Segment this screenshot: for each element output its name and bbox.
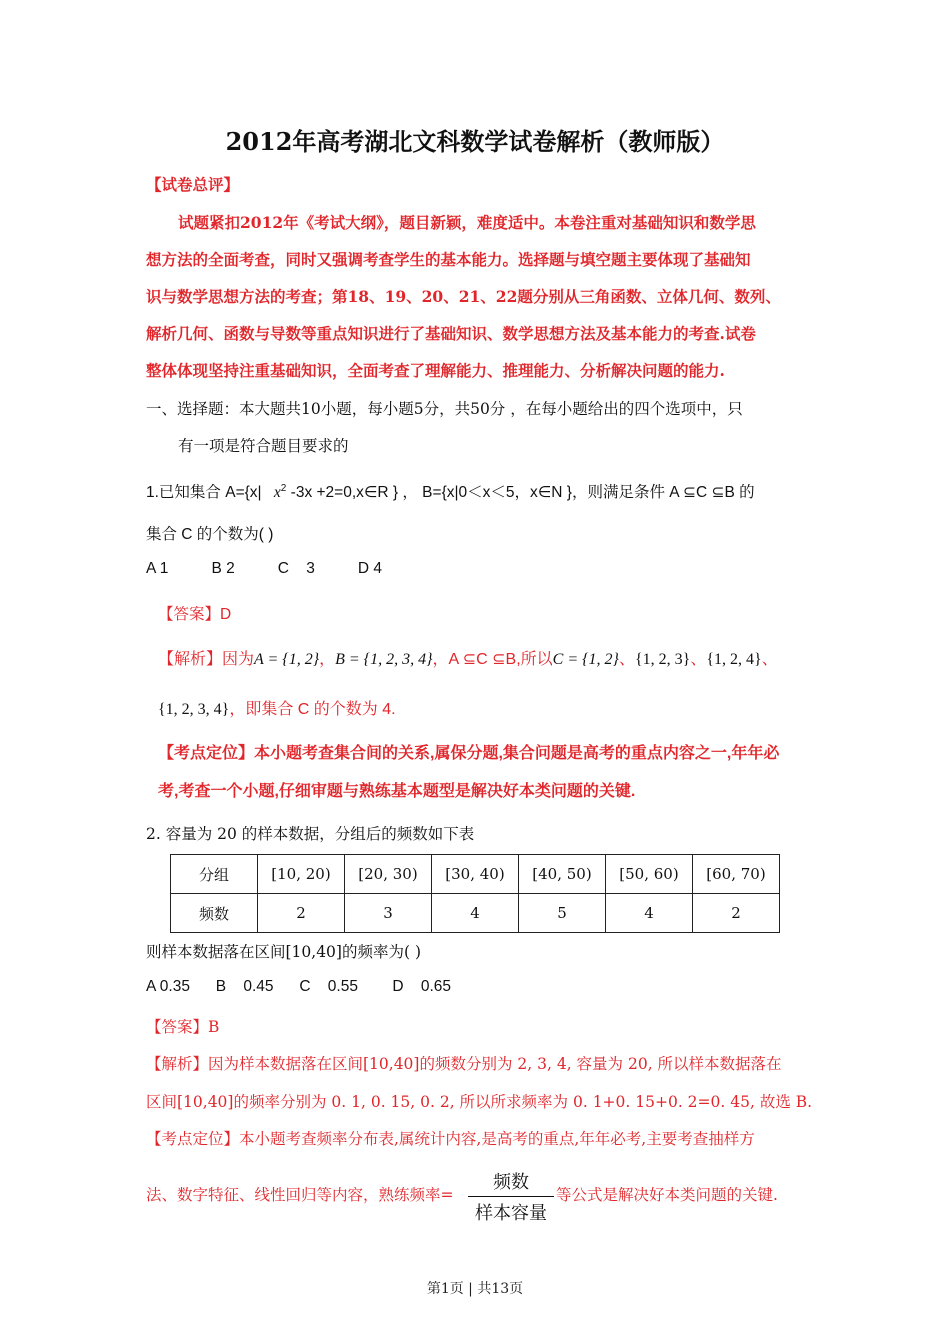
q2-options: A 0.35 B 0.45 C 0.55 D 0.65	[146, 978, 451, 995]
table-cell: 3	[345, 894, 432, 933]
q1-answer: 【答案】D	[158, 606, 232, 623]
q1-stem-x: x	[273, 484, 281, 501]
q2-analysis-line-1: 【解析】因为样本数据落在区间[10,40]的频数分别为 2, 3, 4, 容量为 20, 所以样本数据落在	[146, 1055, 782, 1073]
table-cell: [50, 60)	[606, 855, 693, 894]
review-heading: 【试卷总评】	[146, 175, 240, 194]
q1-stem-a: 1.已知集合 A={x|	[146, 484, 262, 501]
table-cell: 分组	[171, 855, 258, 894]
q1-analysis-c: ，即集合 C 的个数为 4.	[229, 701, 396, 718]
review-line-3: 识与数学思想方法的考查；第18、19、20、21、22题分别从三角函数、立体几何、数列、	[146, 287, 781, 306]
review-line-2: 想方法的全面考查，同时又强调考查学生的基本能力。选择题与填空题主要体现了基础知	[146, 250, 751, 269]
fraction-denominator: 样本容量	[475, 1203, 547, 1224]
q2-analysis-line-2: 区间[10,40]的频率分别为 0. 1, 0. 15, 0. 2, 所以所求频率为 0. 1+0. 15+0. 2=0. 45, 故选 B.	[146, 1093, 813, 1111]
q1-set-b: B = {1, 2, 3, 4}	[335, 651, 433, 668]
table-cell: 2	[258, 894, 345, 933]
q1-set-a: A = {1, 2}	[254, 651, 320, 668]
q1-stem-sup: 2	[280, 482, 287, 494]
q2-point-line-2b: 等公式是解决好本类问题的关键.	[556, 1186, 778, 1204]
q1-stem-b: -3x +2=0,x∈R } ， B={x|0＜x＜5，x∈N }，则满足条件 A ⊆C ⊆B 的	[290, 484, 755, 501]
table-row	[171, 894, 780, 933]
q1-stem-line-1	[146, 480, 755, 502]
frequency-fraction	[468, 1168, 554, 1225]
page-title: 2012年高考湖北文科数学试卷解析（教师版）	[225, 127, 725, 156]
fraction-numerator: 频数	[468, 1168, 554, 1197]
q1-point-line-2: 考,考查一个小题,仔细审题与熟练基本题型是解决好本类问题的关键.	[158, 783, 636, 800]
section-intro-line-2: 有一项是符合题目要求的	[178, 437, 349, 455]
q1-set-c2: {1, 2, 3}	[634, 651, 691, 668]
q2-stem: 2. 容量为 20 的样本数据，分组后的频数如下表	[146, 825, 475, 843]
table-cell: [40, 50)	[519, 855, 606, 894]
q1-point-line-1: 【考点定位】本小题考查集合间的关系,属保分题,集合问题是高考的重点内容之一,年年必	[158, 745, 780, 762]
table-cell: 频数	[171, 894, 258, 933]
q1-analysis-line-1: 【解析】因为A = {1, 2}，B = {1, 2, 3, 4}，A ⊆C ⊆B,所以C = {1, 2}、{1, 2, 3}、{1, 2, 4}、	[158, 651, 778, 668]
q2-point-line-2a: 法、数字特征、线性回归等内容，熟练频率=	[146, 1186, 454, 1204]
q1-analysis-line-2	[158, 696, 396, 719]
table-cell: [30, 40)	[432, 855, 519, 894]
q2-point-line-1: 【考点定位】本小题考查频率分布表,属统计内容,是高考的重点,年年必考,主要考查抽样方	[146, 1130, 755, 1148]
table-cell: 2	[693, 894, 780, 933]
q1-set-c3: {1, 2, 4}	[706, 651, 762, 668]
q1-analysis-b: A ⊆C ⊆B,所以	[448, 651, 553, 668]
q1-analysis-a: 【解析】因为	[158, 651, 255, 668]
review-line-4: 解析几何、函数与导数等重点知识进行了基础知识、数学思想方法及基本能力的考查.试卷	[146, 324, 756, 343]
table-cell: 5	[519, 894, 606, 933]
table-cell: [20, 30)	[345, 855, 432, 894]
q2-question: 则样本数据落在区间[10,40]的频率为( )	[146, 943, 421, 961]
review-line-1: 试题紧扣2012年《考试大纲》，题目新颖，难度适中。本卷注重对基础知识和数学思	[178, 213, 756, 232]
q1-set-c: C = {1, 2}	[552, 651, 619, 668]
q1-options: A 1 B 2 C 3 D 4	[146, 560, 383, 577]
table-cell: [60, 70)	[693, 855, 780, 894]
page-footer: 第1页 | 共13页	[426, 1281, 524, 1297]
q1-stem-line-2: 集合 C 的个数为( )	[146, 526, 274, 543]
table-cell: 4	[432, 894, 519, 933]
q1-set-c4: {1, 2, 3, 4}	[158, 701, 230, 718]
table-cell: 4	[606, 894, 693, 933]
frequency-table	[170, 854, 780, 933]
table-cell: [10, 20)	[258, 855, 345, 894]
q2-answer: 【答案】B	[146, 1018, 220, 1036]
section-intro-line-1: 一、选择题：本大题共10小题，每小题5分，共50分 ，在每小题给出的四个选项中，只	[146, 400, 743, 418]
review-line-5: 整体体现坚持注重基础知识，全面考查了理解能力、推理能力、分析解决问题的能力.	[146, 361, 725, 380]
table-header-row	[171, 855, 780, 894]
